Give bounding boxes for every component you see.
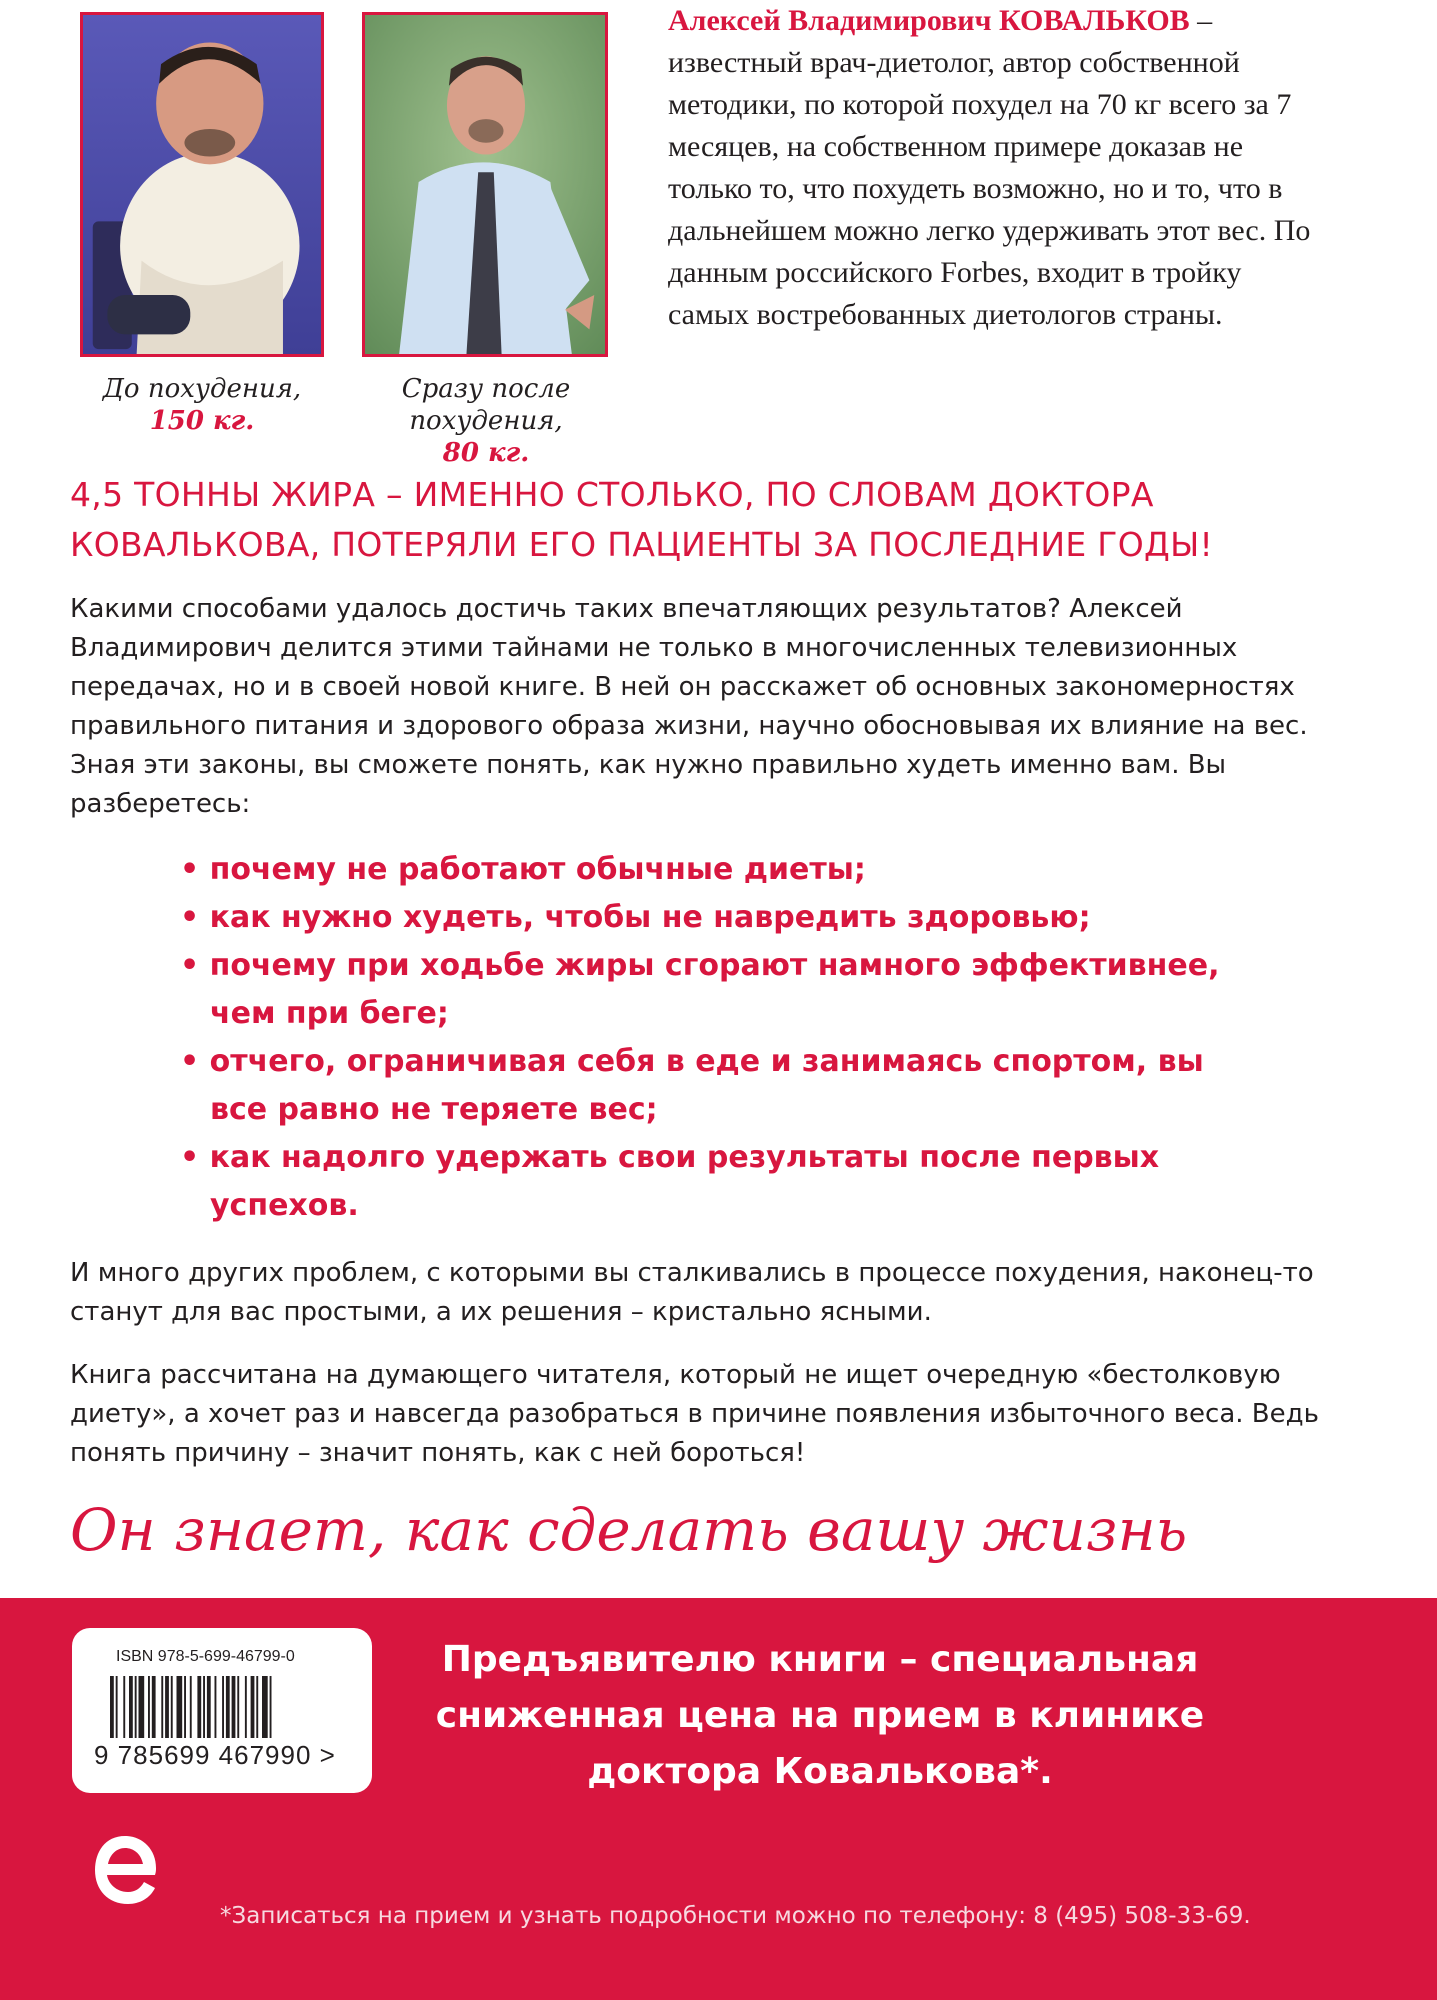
before-weight: 150 кг.	[149, 406, 255, 436]
after-photo	[362, 12, 608, 357]
list-item: • как надолго удержать свои результаты после первых успехов.	[180, 1134, 1240, 1230]
list-item: • отчего, ограничивая себя в еде и занимаясь спортом, вы все равно не теряете вес;	[180, 1038, 1240, 1134]
headline: 4,5 ТОННЫ ЖИРА – ИМЕННО СТОЛЬКО, ПО СЛОВАМ ДОКТОРА КОВАЛЬКОВА, ПОТЕРЯЛИ ЕГО ПАЦИЕНТЫ ЗА ПОСЛЕДНИЕ ГОДЫ!	[70, 475, 1214, 564]
before-photo-image	[83, 15, 321, 354]
intro-paragraph: Какими способами удалось достичь таких впечатляющих результатов? Алексей Владимирович делится этими тайнами не только в многочисленных телевизионных передачах, но и в своей новой книге. В ней он расскажет об основных закономерностях правильного питания и здорового образа жизни, научно обосновывая их влияние на вес. Зная эти законы, вы сможете понять, как нужно правильно худеть именно вам. Вы разберетесь:	[70, 594, 1308, 819]
barcode-digits: 9 785699 467990 >	[94, 1740, 336, 1770]
footnote: *Записаться на прием и узнать подробности можно по телефону: 8 (495) 508-33-69.	[220, 1903, 1251, 1929]
author-bio-text: – известный врач-диетолог, автор собственной методики, по которой похудел на 70 кг всего за 7 месяцев, на собственном примере доказав не только то, что похудеть возможно, но и то, что в дальнейшем можно легко удерживать этот вес. По данным российского Forbes, входит в тройку самых востребованных диетологов страны.	[668, 4, 1311, 331]
list-item: • почему не работают обычные диеты;	[180, 846, 1240, 894]
author-bio	[668, 0, 1318, 336]
author-name: Алексей Владимирович КОВАЛЬКОВ	[668, 4, 1190, 37]
after-caption-text: Сразу после похудения,	[401, 374, 571, 436]
after-weight: 80 кг.	[442, 438, 530, 468]
slogan: Он знает, как сделать вашу жизнь	[70, 1496, 1188, 1564]
barcode-box	[72, 1628, 372, 1793]
after-photo-image	[365, 15, 605, 354]
closing-paragraph-2: Книга рассчитана на думающего читателя, который не ищет очередную «бестолковую диету», а хочет раз и навсегда разобраться в причине появления избыточного веса. Ведь понять причину – значит понять, как с ней бороться!	[70, 1360, 1319, 1468]
publisher-logo-icon	[90, 1830, 160, 1910]
before-caption	[52, 373, 352, 437]
list-item: • почему при ходьбе жиры сгорают намного эффективнее, чем при беге;	[180, 942, 1240, 1038]
closing-paragraph-1: И много других проблем, с которыми вы сталкивались в процессе похудения, наконец-то станут для вас простыми, а их решения – кристально ясными.	[70, 1258, 1314, 1327]
list-item: • как нужно худеть, чтобы не навредить здоровью;	[180, 894, 1240, 942]
before-caption-text: До похудения,	[102, 374, 302, 404]
before-photo	[80, 12, 324, 357]
isbn-label: ISBN 978-5-699-46799-0	[116, 1648, 295, 1665]
benefits-list	[180, 846, 1240, 1230]
after-caption	[336, 373, 636, 469]
promo-text: Предъявителю книги – специальная сниженная цена на прием в клинике доктора Ковалькова*.	[435, 1639, 1205, 1792]
barcode-icon	[110, 1676, 340, 1738]
